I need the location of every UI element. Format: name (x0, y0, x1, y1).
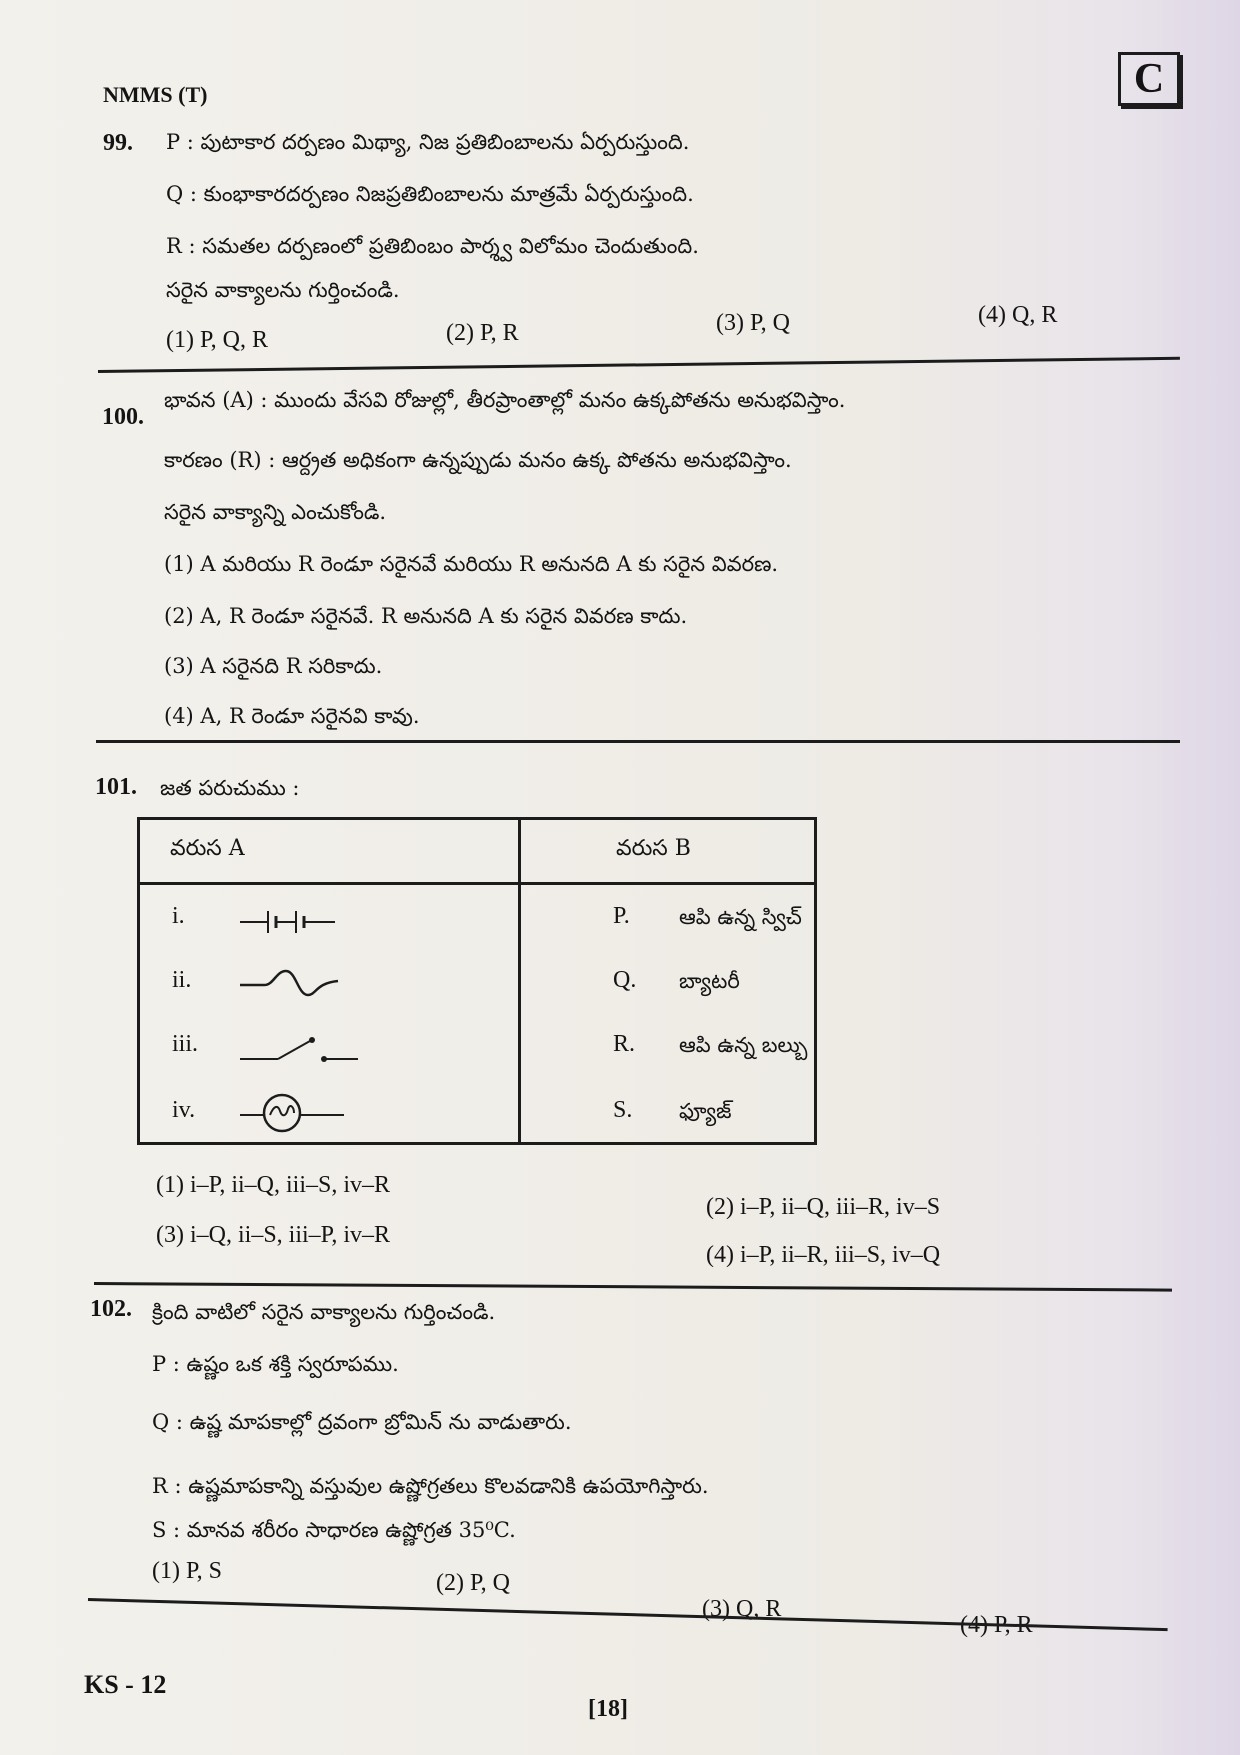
col-a-item-ii: ii. (172, 967, 192, 993)
divider-q101 (94, 1282, 1172, 1292)
q99-option-3[interactable]: (3) P, Q (716, 310, 791, 336)
match-table (137, 817, 817, 1145)
col-a-item-iv: iv. (172, 1097, 196, 1123)
column-b-header: వరుస B (520, 819, 816, 884)
q100-assertion: భావన (A) : ముందు వేసవి రోజుల్లో, తీరప్రాంతాల్లో మనం ఉక్కపోతను అనుభవిస్తాం. (164, 388, 846, 412)
q102-statement-r: R : ఉష్ణమాపకాన్ని వస్తువుల ఉష్ణోగ్రతలు కొలవడానికి ఉపయోగిస్తారు. (152, 1474, 709, 1498)
page-number: [18] (588, 1696, 628, 1722)
q100-reason: కారణం (R) : ఆర్ద్రత అధికంగా ఉన్నప్పుడు మనం ఉక్క పోతను అనుభవిస్తాం. (164, 448, 792, 472)
col-b-text-p: ఆపి ఉన్న స్విచ్ (679, 905, 802, 929)
q101-prompt: జత పరుచుము : (160, 776, 300, 800)
set-label-box: C (1118, 52, 1180, 106)
q99-statement-p: P : పుటాకార దర్పణం మిథ్యా, నిజ ప్రతిబింబాలను ఏర్పరుస్తుంది. (166, 130, 690, 154)
q100-option-4[interactable]: (4) A, R రెండూ సరైనవి కావు. (164, 704, 420, 728)
q101-option-2[interactable]: (2) i–P, ii–Q, iii–R, iv–S (706, 1194, 941, 1220)
col-a-item-i: i. (172, 903, 185, 929)
col-b-letter-r: R. (613, 1031, 636, 1057)
battery-symbol-icon (240, 905, 340, 939)
question-number-99: 99. (103, 130, 133, 156)
column-a-body (139, 884, 520, 1144)
q99-option-4[interactable]: (4) Q, R (978, 302, 1058, 328)
q100-option-1[interactable]: (1) A మరియు R రెండూ సరైనవే మరియు R అనునది A కు సరైన వివరణ. (164, 552, 779, 576)
divider-q100 (96, 740, 1180, 743)
fuse-symbol-icon (240, 965, 340, 999)
q101-option-1[interactable]: (1) i–P, ii–Q, iii–S, iv–R (156, 1172, 391, 1198)
col-b-text-s: ఫ్యూజ్ (679, 1099, 732, 1123)
q102-statement-q: Q : ఉష్ణ మాపకాల్లో ద్రవంగా బ్రోమిన్ ను వాడుతారు. (152, 1410, 572, 1434)
divider-q99 (98, 357, 1180, 373)
col-b-letter-p: P. (613, 903, 630, 929)
question-number-100: 100. (102, 404, 144, 430)
q99-statement-r: R : సమతల దర్పణంలో ప్రతిబింబం పార్శ్వ విలోమం చెందుతుంది. (166, 234, 699, 258)
q99-option-2[interactable]: (2) P, R (446, 320, 519, 346)
q102-prompt: క్రింది వాటిలో సరైన వాక్యాలను గుర్తించండి. (152, 1300, 496, 1324)
q100-option-2[interactable]: (2) A, R రెండూ సరైనవే. R అనునది A కు సరైన వివరణ కాదు. (164, 604, 688, 628)
q102-statement-p: P : ఉష్ణం ఒక శక్తి స్వరూపము. (152, 1352, 399, 1376)
open-switch-symbol-icon (240, 1029, 360, 1069)
q99-statement-q: Q : కుంభాకారదర్పణం నిజప్రతిబింబాలను మాత్రమే ఏర్పరుస్తుంది. (166, 182, 694, 206)
col-b-letter-q: Q. (613, 967, 637, 993)
q101-option-4[interactable]: (4) i–P, ii–R, iii–S, iv–Q (706, 1242, 941, 1268)
exam-code: NMMS (T) (103, 82, 208, 107)
q102-statement-s: S : మానవ శరీరం సాధారణ ఉష్ణోగ్రత 35⁰C. (152, 1518, 516, 1542)
col-b-text-q: బ్యాటరీ (679, 969, 740, 993)
q99-instruction: సరైన వాక్యాలను గుర్తించండి. (166, 278, 400, 302)
q99-option-1[interactable]: (1) P, Q, R (166, 327, 269, 353)
q102-option-1[interactable]: (1) P, S (152, 1558, 223, 1584)
col-b-text-r: ఆపి ఉన్న బల్బు (679, 1033, 808, 1057)
question-number-102: 102. (90, 1296, 132, 1322)
bulb-symbol-icon (240, 1091, 350, 1135)
col-b-letter-s: S. (613, 1097, 633, 1123)
column-b-body (520, 884, 816, 1144)
q102-option-3[interactable]: (3) Q, R (702, 1596, 782, 1622)
q100-option-3[interactable]: (3) A సరైనది R సరికాదు. (164, 654, 383, 678)
q102-option-2[interactable]: (2) P, Q (436, 1570, 511, 1596)
column-a-header: వరుస A (139, 819, 520, 884)
booklet-code: KS - 12 (84, 1670, 167, 1699)
question-number-101: 101. (95, 774, 137, 800)
q100-instruction: సరైన వాక్యాన్ని ఎంచుకోండి. (164, 500, 387, 524)
col-a-item-iii: iii. (172, 1031, 199, 1057)
q101-option-3[interactable]: (3) i–Q, ii–S, iii–P, iv–R (156, 1222, 391, 1248)
